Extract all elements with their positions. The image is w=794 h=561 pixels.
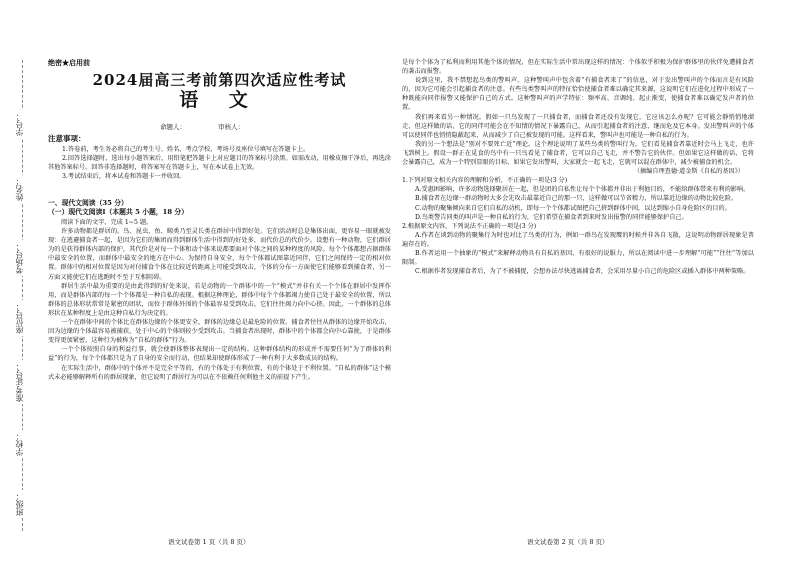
question-1: 1.下列对原文相关内容的理解和分析，不正确的一项是(3 分) (402, 177, 568, 185)
reviewer-label: 审核人： (218, 123, 245, 131)
seat-label: 座位号： (15, 302, 24, 334)
passage-paragraph: 一个个体按照自身的利益行事，就会使群体整体表现出一定的结构。这种群体结构的形成并不需要任何“为了群体的利益”的行为，每个个体都只是为了自身的安全而行动，但结果却使群体形成了一种有利于大多数成员的结构。 (48, 346, 391, 363)
exam-room-label: 考场号： (15, 242, 24, 274)
section-heading: 一、现代文阅读（35 分） (48, 199, 128, 207)
page-footer-left: 语文试卷第 1 页（共 8 页） (168, 538, 250, 546)
proposer-label: 命题人： (160, 123, 186, 131)
passage-paragraph: 我们再来看另一种情况。假如一只鸟发现了一只捕食者，而捕食者还没有发现它，它应该怎么办呢？它可能会静悄悄地溜走，但这样做的话，它的同伴可能会在不知情的情况下暴露自己，从而引起捕食者的注意，继而危及它本身。发出警叫声的个体可以使同伴也悄悄隐蔽起来，从而减少了自己被发现的可能。这样看来，警叫声也可能是一种自私的行为。 (402, 113, 754, 139)
subject-title: 语 文 (179, 89, 260, 111)
notes-title: 注意事项： (48, 134, 86, 143)
passage-paragraph: 我的另一个想法是“别对不要死亡近”理论。这个理论说明了某些鸟类的警叫行为，它们看见捕食者靠近时会马上飞走，也许飞到树上。假设一群正在觅食的鸟中有一只鸟看见了捕食者，它可以自己飞走，并不警告它的伙伴。但如果它这样做的话，它将会暴露自己，成为一个特别显眼的目标，如果它发出警叫，大家就会一起飞走，它就可以混在群体中，减少被捕食的机会。 (402, 140, 754, 167)
right-page (402, 0, 754, 561)
question-option: B.作者运用一个抽象的“模式”来解释动物具有自私的基因，有很好的说服力，所以在阅读中进一步理解“可能”“往往”等加以限制。 (402, 249, 754, 267)
left-page (48, 0, 391, 561)
binding-margin (0, 0, 40, 561)
note-item: 1.答卷前，考生务必将自己的考生号、姓名、考点学校、考场号及座位号填写在答题卡上。 (62, 146, 310, 153)
name-label: 姓名： (15, 177, 24, 201)
admission-label: 准考证号： (15, 362, 24, 402)
passage-paragraph: 群居生活中最为重要的是由此得到的好处来说，若是动物的一个群体中的一个“模式”并非有关一个个体在群居中发挥作用，而是群体内部的每一个个体都是一种自私的表现。根据这种理论，群体中每个个体都竭力使自己处于最安全的位置，所以群体的总体形状常常是紧密的团状，而位于群体外围的个体最容易受到攻击，它们往往竭力向中心挤。因此，一个群体的总体形状在某种程度上是由这种自私行为决定的。 (48, 282, 391, 317)
question-option: C.根据作者发现捕食者后，为了不被捕捉，会想办法尽快逃离捕食者，会采用尽量小自己的危险区或插入群体中两种策略。 (415, 268, 750, 276)
passage-paragraph: 是每个个体为了私利而利用其他个体的情况，但在实际生活中常出现这样的情况：个体似乎积极为保护群体里的伙伴免遭捕食者的袭击而报警。 (402, 59, 754, 76)
passage-paragraph: 在实际生活中，群体中的个体并不是完全平等的，有的个体处于有利位置，有的个体处于不利位置。“自私的群体”这个模式未必能够解释所有的群居现象，但它说明了群居行为可以在不依赖任何利他主义的前提下产生。 (48, 364, 391, 381)
question-2: 2.根据原文内容，下列说法不正确的一项是(3 分) (402, 222, 537, 230)
passage-paragraph: 一个在群体中间的个体比在群体边缘的个体更安全，群体的边缘总是最危险的位置。捕食者往往从群体的边缘开始攻击，因为边缘的个体最容易被捕获，处于中心的个体则较少受到攻击。当捕食者出现时，群体中的个体都会向中心靠拢，于是群体变得更加紧密，这种行为被称为“自私的群体”行为。 (48, 319, 391, 345)
question-option: D.鸟类警告同类的叫声是一种自私的行为，它们希望在捕食者到来时发出报警的同伴能够保护自己。 (415, 213, 688, 221)
notes-list (48, 145, 391, 181)
subsection-heading: （一）现代文阅读Ⅰ（本题共 5 小题，18 分） (48, 208, 189, 216)
page-footer-right: 语文试卷第 2 页（共 8 页） (527, 538, 609, 546)
note-item: 3.考试结束后，将本试卷和答题卡一并收回。 (62, 173, 186, 181)
instruction: 阅读下面的文字，完成 1~5 题。 (61, 219, 153, 226)
question-option: B.捕食者在边缘一群动物时大多会先攻击最靠近自己的那一只，这样做可以节省精力，所以靠近边缘的动物比较危险。 (415, 195, 738, 203)
passage-paragraph: 说到这里，我不禁想起鸟类的警叫声。这种警叫声中包含着“有捕食者来了”的信息，对于发出警叫声的个体而言是有风险的，因为它可能会引起捕食者的注意。有些鸟类警叫声的特征恰恰使捕食者难以确定其来源，这说明它们在进化过程中形成了一种既能向同伴报警又能保护自己的方式。这种警叫声的声学特征：频率高、音调纯、起止渐变，使捕食者难以确定发声者的位置。 (402, 77, 754, 112)
reading-passage (48, 218, 391, 382)
confidential-mark: 绝密★启用前 (48, 58, 90, 67)
authors-line (160, 123, 270, 132)
school-label: 学校： (15, 432, 24, 456)
question-option: C.动物的聚集倾向来自它们自私的动机，即每一个个体都试图把自己挤到群体中间，以达到缩小自身危险区的目的。 (415, 204, 731, 212)
passage-continued (402, 58, 754, 276)
class-label: 班级： (15, 492, 24, 516)
question-option: A.作者在谈到动物的聚集行为时也对比了鸟类的行为，例如一群鸟在发现鹰的时候并非各自飞散，这说明动物群居现象是普遍存在的。 (402, 231, 754, 248)
note-item: 2.回答选择题时，选出每小题答案后，用铅笔把答题卡上对应题目的答案标号涂黑。如需改动，用橡皮擦干净后，再选涂其他答案标号。回答非选择题时，将答案写在答题卡上，写在本试卷上无效。 (48, 155, 391, 172)
passage-paragraph: 许多动物都是群居的。鸟、昆虫、鱼、鲸类乃至灵长类在群居中得到好处。它们活动时总是集体出面，更容易一眼就被发现：在逃避捕食者一起，是因为它们的集团而得到群体生活中得到的好处多，而代价总的代价少。设想有一种动物，它们群居为的是获得群体内部的保护，其代价是对每一个体和动个体来说都要面对个体之间的某种程度的风险。每个个体都想占据群体中最安全的位置，而群体中最安全的地方在中心。为保持自身安全，每个个体都试图靠近同伴，它们之间保持一定的相对位置。群体中的相对位置是因为对付捕食个体在比较近的距离上可能受到攻击，个体的分布一方面使它们能够看到捕食者，另一方面又能使它们在逃跑时不至于互相阻碍。 (48, 228, 391, 281)
exam-title: 2024届高三考前第四次适应性考试 (92, 71, 347, 89)
student-id-label: 学号： (15, 112, 24, 136)
passage-source: （摘编自理查德·道金斯《自私的基因》） (633, 168, 744, 176)
question-option: A.受惠困影响，许多动物选择聚居在一起，但是团的自私性让每个个体都并非出于利他目的，不能给群体带来有利的影响。 (415, 186, 750, 194)
